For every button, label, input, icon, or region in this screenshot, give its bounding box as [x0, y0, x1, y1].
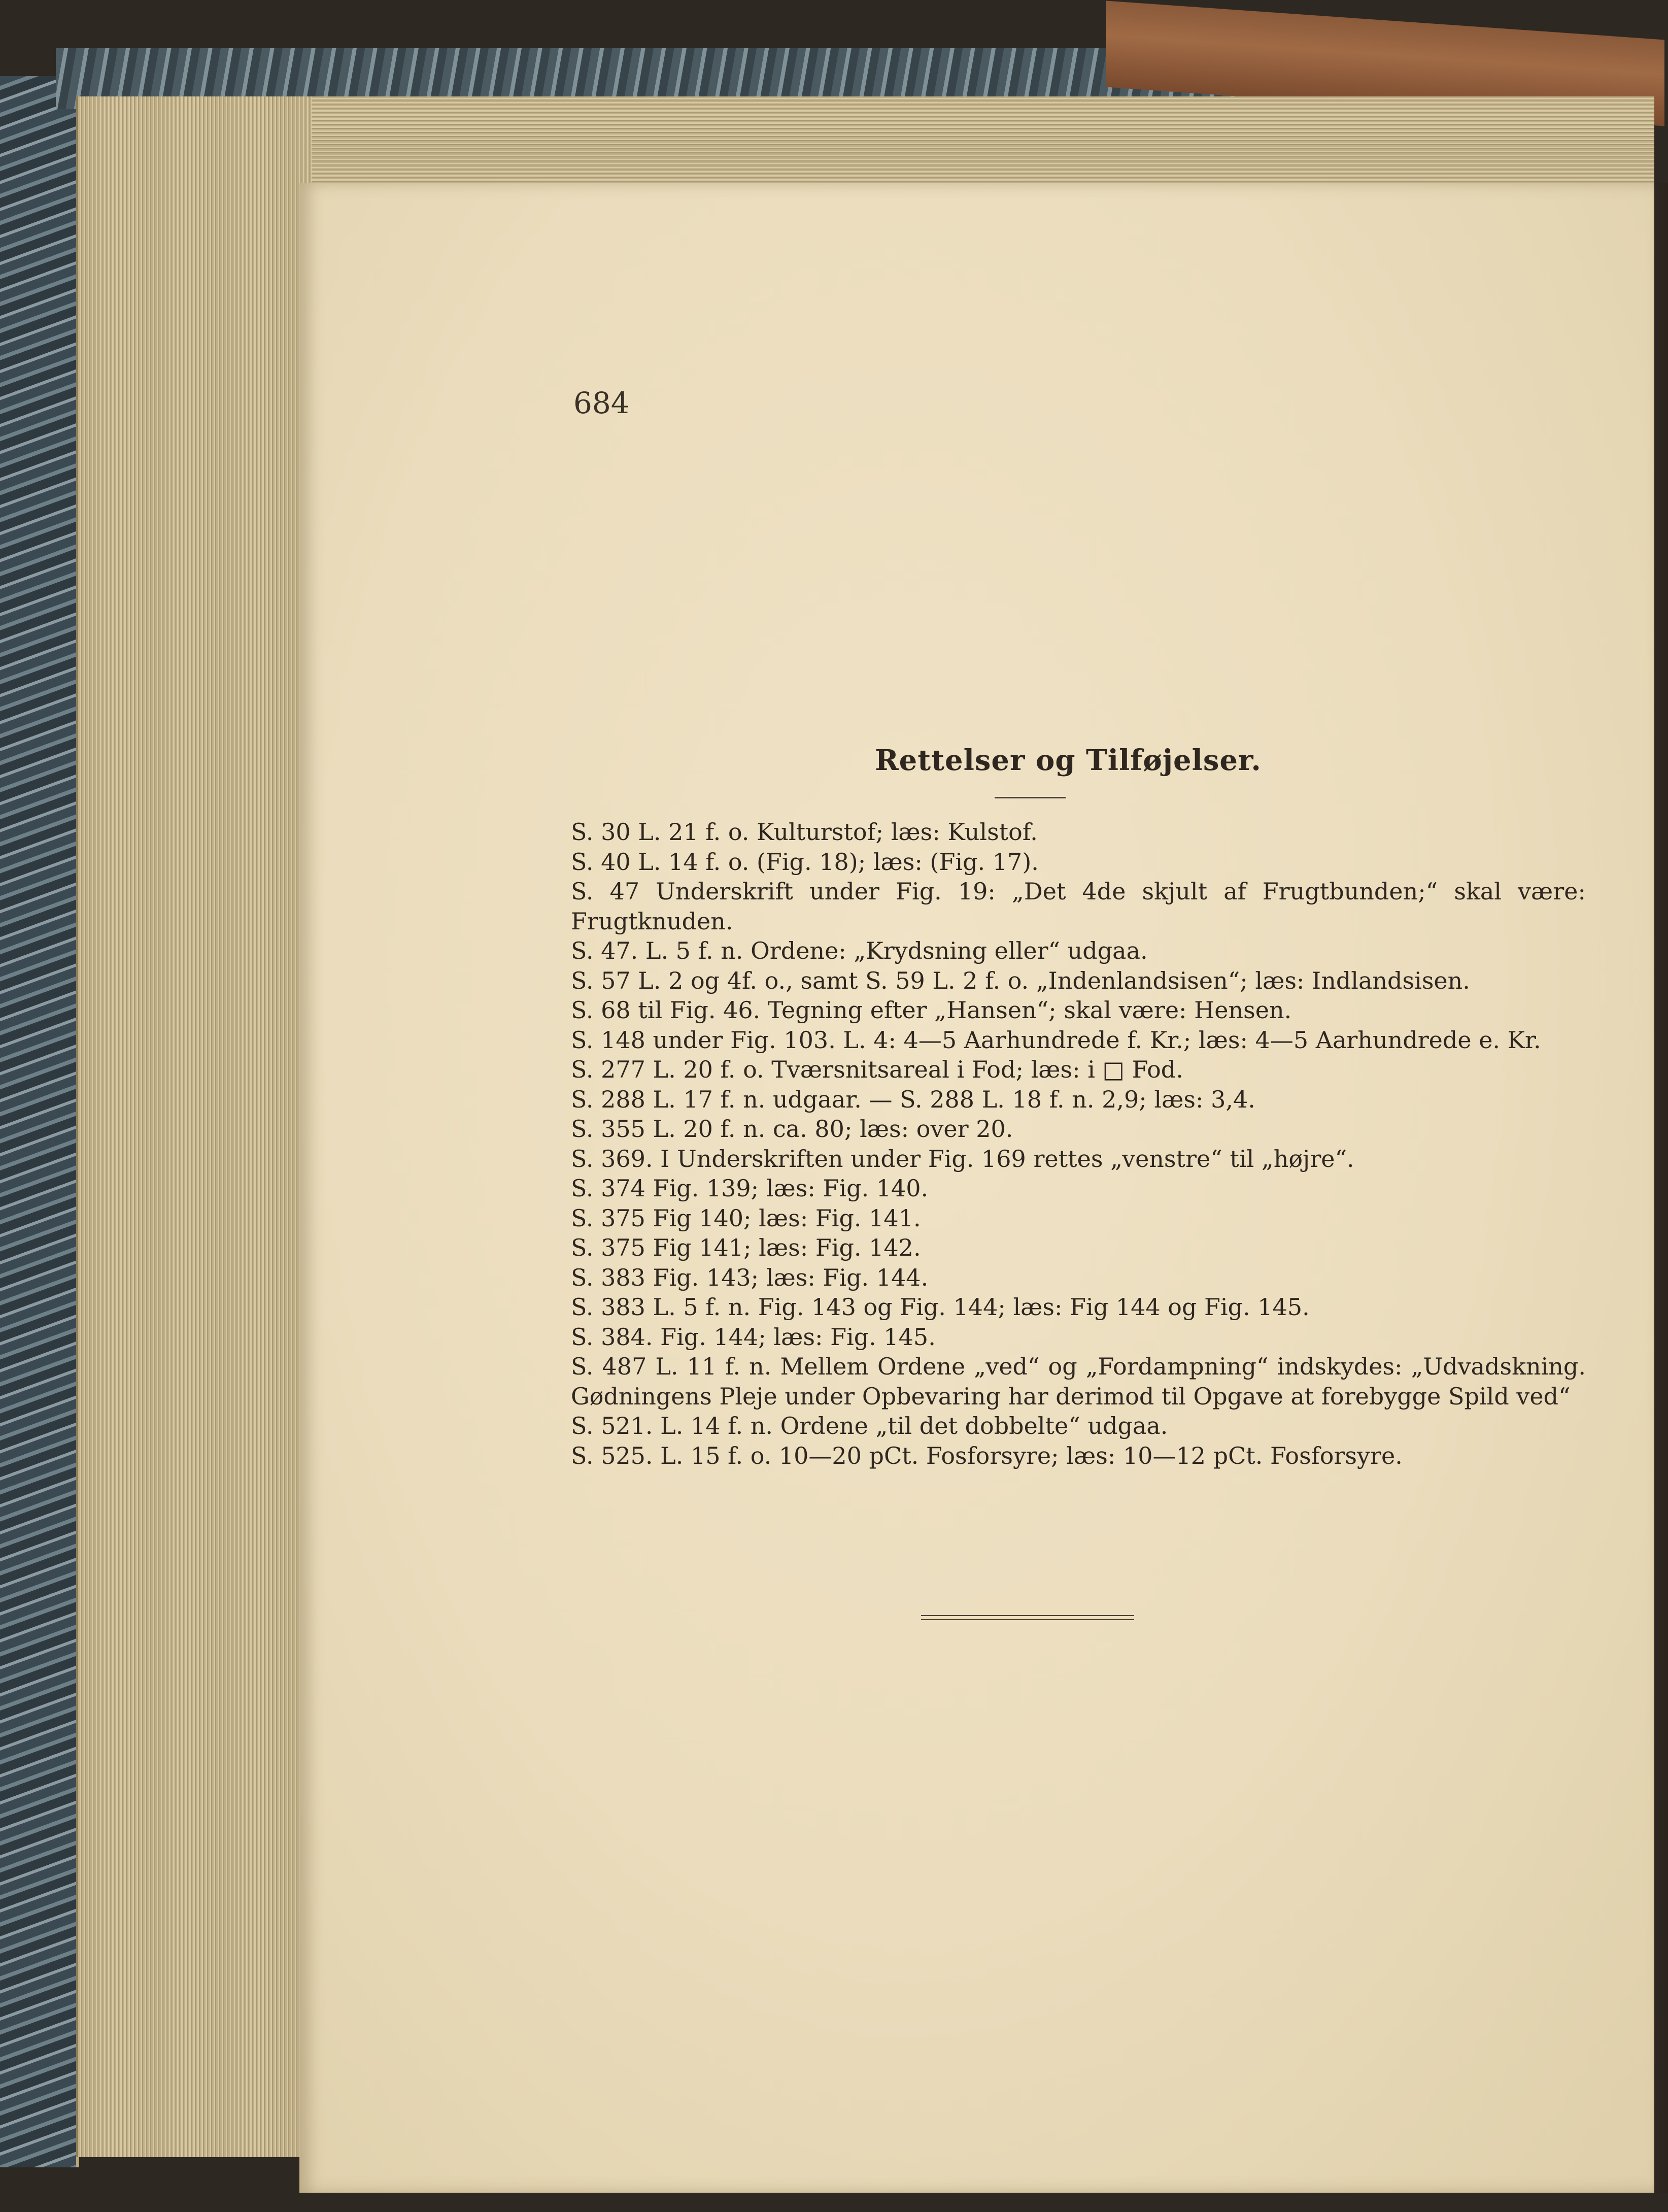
correction-entry: S. 487 L. 11 f. n. Mellem Ordene „ved“ og „Fordampning“ indskydes: „Udvadskning. Gødningens Pleje under Opbevaring har derimod til Opgave at forebygge Spild ved“ — [571, 1353, 1586, 1410]
marbled-cover-left — [0, 76, 79, 2167]
correction-entry: S. 374 Fig. 139; læs: Fig. 140. — [571, 1175, 929, 1202]
correction-entry: S. 30 L. 21 f. o. Kulturstof; læs: Kulstof. — [571, 818, 1038, 846]
correction-entry: S. 68 til Fig. 46. Tegning efter „Hansen“; skal være: Hensen. — [571, 996, 1292, 1024]
title-divider — [995, 797, 1066, 798]
correction-entry: S. 47. L. 5 f. n. Ordene: „Krydsning eller“ udgaa. — [571, 937, 1148, 964]
corrections-list — [571, 817, 1586, 1470]
correction-entry: S. 369. I Underskriften under Fig. 169 rettes „venstre“ til „højre“. — [571, 1145, 1354, 1172]
correction-entry: S. 40 L. 14 f. o. (Fig. 18); læs: (Fig. 17). — [571, 848, 1039, 876]
section-title: Rettelser og Tilføjelser. — [875, 744, 1262, 777]
correction-entry: S. 384. Fig. 144; læs: Fig. 145. — [571, 1323, 936, 1351]
page-number: 684 — [573, 386, 630, 420]
correction-entry: S. 525. L. 15 f. o. 10—20 pCt. Fosforsyre; læs: 10—12 pCt. Fosforsyre. — [571, 1442, 1403, 1469]
page-edges-top — [81, 96, 1654, 193]
correction-entry: S. 57 L. 2 og 4f. o., samt S. 59 L. 2 f. o. „Indenlandsisen“; læs: Indlandsisen. — [571, 966, 1470, 994]
correction-entry: S. 375 Fig 140; læs: Fig. 141. — [571, 1204, 921, 1232]
correction-entry: S. 355 L. 20 f. n. ca. 80; læs: over 20. — [571, 1115, 1013, 1143]
page-edges-left — [76, 96, 312, 2157]
correction-entry: S. 288 L. 17 f. n. udgaar. — S. 288 L. 18 f. n. 2,9; læs: 3,4. — [571, 1085, 1255, 1113]
correction-entry: S. 277 L. 20 f. o. Tværsnitsareal i Fod; læs: i □ Fod. — [571, 1056, 1183, 1083]
correction-entry: S. 375 Fig 141; læs: Fig. 142. — [571, 1234, 921, 1261]
correction-entry: S. 47 Underskrift under Fig. 19: „Det 4de skjult af Frugtbunden;“ skal være: Frugtknuden. — [571, 878, 1586, 935]
correction-entry: S. 148 under Fig. 103. L. 4: 4—5 Aarhundrede f. Kr.; læs: 4—5 Aarhundrede e. Kr. — [571, 1026, 1541, 1054]
correction-entry: S. 521. L. 14 f. n. Ordene „til det dobbelte“ udgaa. — [571, 1412, 1168, 1439]
book-page — [299, 183, 1654, 2193]
end-divider — [921, 1615, 1134, 1620]
correction-entry: S. 383 L. 5 f. n. Fig. 143 og Fig. 144; læs: Fig 144 og Fig. 145. — [571, 1293, 1310, 1321]
page-shadow — [1653, 183, 1668, 2193]
correction-entry: S. 383 Fig. 143; læs: Fig. 144. — [571, 1263, 929, 1291]
